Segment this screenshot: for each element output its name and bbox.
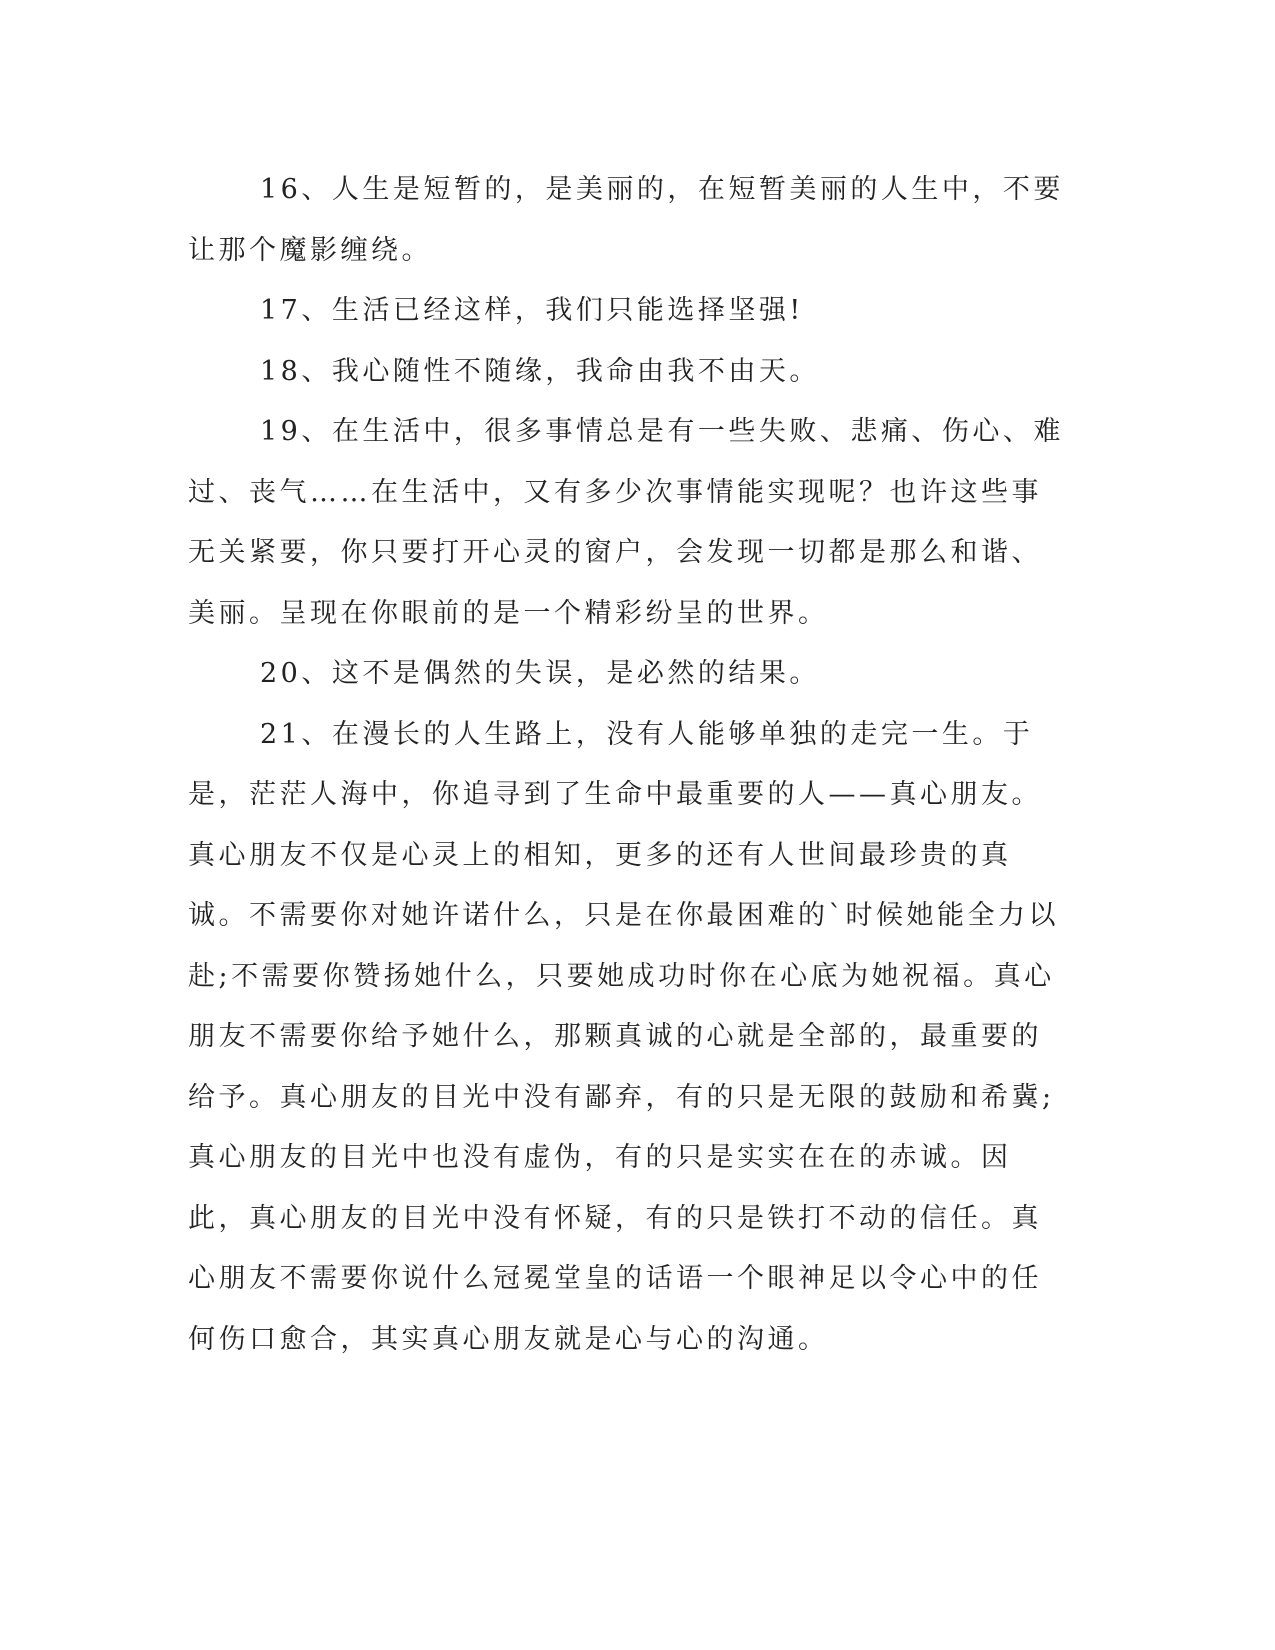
paragraph-19: 19、在生活中，很多事情总是有一些失败、悲痛、伤心、难过、丧气……在生活中，又有多少次事情能实现呢？也许这些事无关紧要，你只要打开心灵的窗户，会发现一切都是那么和谐、美丽。呈现在你眼前的是一个精彩纷呈的世界。 <box>188 416 1064 629</box>
document-body <box>188 160 1068 1370</box>
paragraph-18: 18、我心随性不随缘，我命由我不由天。 <box>260 355 820 387</box>
paragraph-21: 21、在漫长的人生路上，没有人能够单独的走完一生。于是，茫茫人海中，你追寻到了生命中最重要的人——真心朋友。真心朋友不仅是心灵上的相知，更多的还有人世间最珍贵的真诚。不需要你对她许诺什么，只是在你最困难的`时候她能全力以赴;不需要你赞扬她什么，只要她成功时你在心底为她祝福。真心朋友不需要你给予她什么，那颗真诚的心就是全部的，最重要的给予。真心朋友的目光中没有鄙弃，有的只是无限的鼓励和希冀;真心朋友的目光中也没有虚伪，有的只是实实在在的赤诚。因此，真心朋友的目光中没有怀疑，有的只是铁打不动的信任。真心朋友不需要你说什么冠冕堂皇的话语一个眼神足以令心中的任何伤口愈合，其实真心朋友就是心与心的沟通。 <box>188 718 1059 1355</box>
paragraph-20: 20、这不是偶然的失误，是必然的结果。 <box>260 658 820 689</box>
paragraph-17: 17、生活已经这样，我们只能选择坚强! <box>260 295 804 326</box>
paragraph-16: 16、人生是短暂的，是美丽的，在短暂美丽的人生中，不要让那个魔影缠绕。 <box>188 174 1064 266</box>
